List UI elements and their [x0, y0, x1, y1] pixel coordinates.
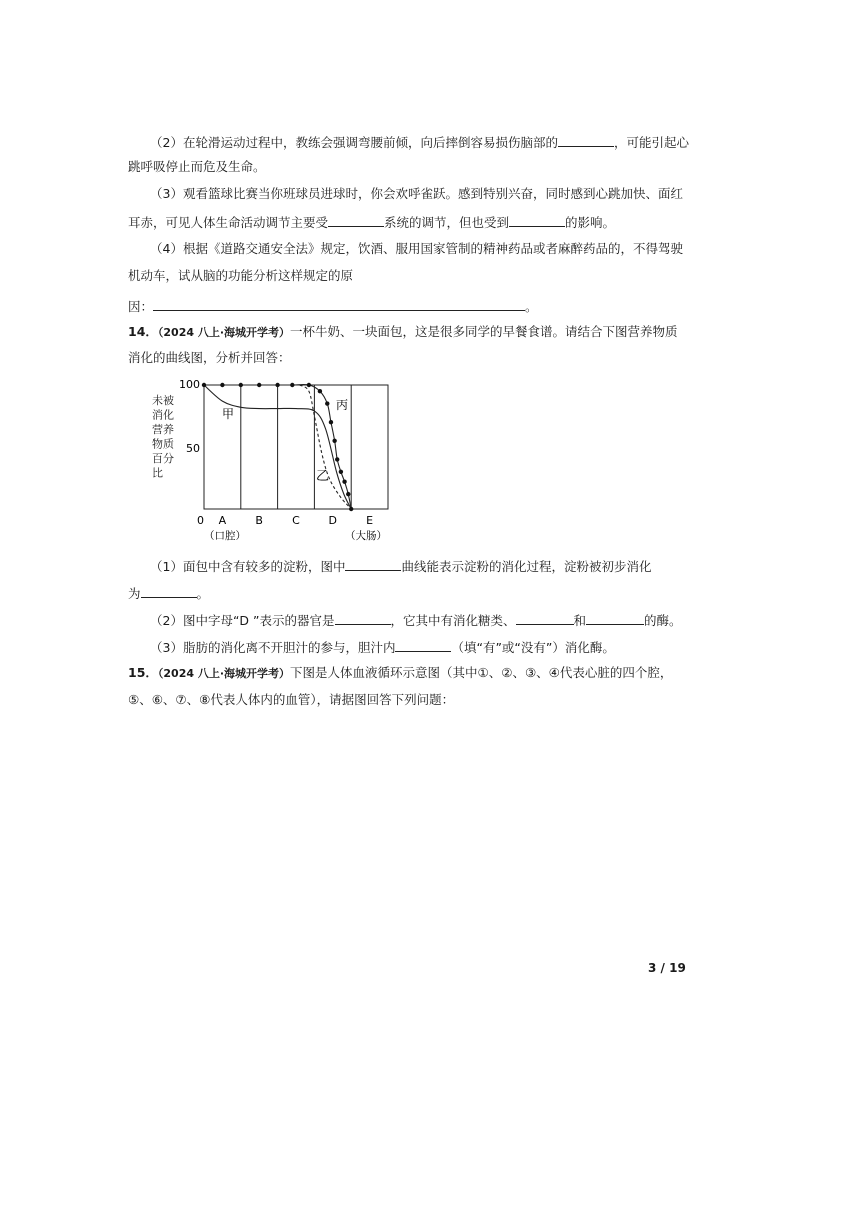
q14-p1-text-d: 。: [196, 586, 210, 601]
q13-p2-line2: [128, 158, 266, 176]
answer-blank[interactable]: [328, 212, 384, 227]
q15-source: （2024 八上·海城开学考）: [157, 667, 291, 680]
q14-number: 14．: [128, 324, 158, 339]
y-axis-label-row: 物质: [152, 437, 174, 451]
y-tick-100: 100: [179, 378, 200, 391]
answer-blank[interactable]: [395, 637, 451, 652]
q14-p2-text-c: 和: [573, 613, 587, 628]
q14-stem-line2: [128, 349, 291, 367]
series-bing-point: [307, 383, 311, 387]
q15-stem-text-a: 下图是人体血液循环示意图（其中①、②、③、④代表心脏的四个腔，: [290, 665, 673, 680]
y-axis-label-row: 营养: [152, 423, 174, 436]
series-label-yi: 乙: [316, 469, 330, 484]
series-bing-point: [220, 383, 224, 387]
answer-blank[interactable]: [141, 583, 197, 598]
q14-p3-text-a: （3）脂肪的消化离不开胆汁的参与，胆汁内: [150, 640, 396, 655]
x-category-label: D: [328, 514, 338, 527]
q14-p1-line1: [150, 556, 651, 576]
answer-blank[interactable]: [558, 132, 614, 147]
q13-p3-text-d: 的影响。: [565, 215, 616, 230]
q13-p2-text-b: ，可能引起心: [613, 135, 689, 150]
y-tick-0: 0: [197, 514, 204, 527]
answer-blank[interactable]: [516, 610, 574, 625]
answer-blank[interactable]: [153, 296, 525, 311]
series-bing-point: [239, 383, 243, 387]
q13-p2-text-a: （2）在轮滑运动过程中，教练会强调弯腰前倾，向后摔倒容易损伤脑部的: [150, 135, 558, 150]
q14-stem-text-a: 一杯牛奶、一块面包，这是很多同学的早餐食谱。请结合下图营养物质: [290, 324, 678, 339]
q13-p2-text-c: 跳呼吸停止而危及生命。: [128, 159, 266, 174]
y-axis-label-row: 比: [152, 466, 163, 480]
q14-p2-line: [150, 610, 682, 630]
q15-stem-line1: [128, 664, 672, 683]
q13-p3-text-b: 耳赤，可见人体生命活动调节主要受: [128, 215, 329, 230]
series-bing-point: [346, 492, 350, 496]
q13-p4-text-b: 机动车，试从脑的功能分析这样规定的原: [128, 268, 354, 283]
q14-p1-text-a: （1）面包中含有较多的淀粉，图中: [150, 559, 346, 574]
q14-p2-text-b: ，它其中有消化糖类、: [390, 613, 516, 628]
series-bing-point: [202, 383, 206, 387]
q13-p4-line1: [150, 240, 683, 258]
q14-p2-text-d: 的酶。: [644, 613, 682, 628]
x-category-labels: [219, 514, 373, 527]
y-axis-label-row: 消化: [152, 408, 174, 422]
q15-number: 15．: [128, 665, 158, 680]
q13-p4-text-a: （4）根据《道路交通安全法》规定，饮酒、服用国家管制的精神药品或者麻醉药品的，不得驾驶: [150, 241, 683, 256]
series-bing-point: [325, 401, 329, 405]
series-bing-point: [332, 439, 336, 443]
q13-p4-line3: [128, 296, 538, 316]
x-category-label: A: [218, 514, 227, 527]
q13-p3-line2: [128, 212, 615, 232]
x-note-e: （大肠）: [345, 530, 387, 542]
q13-p3-text-c: 系统的调节，但也受到: [384, 215, 510, 230]
q14-p1-text-b: 曲线能表示淀粉的消化过程，淀粉被初步消化: [401, 559, 652, 574]
x-category-label: C: [292, 514, 300, 527]
q14-p3-line: [150, 637, 615, 657]
series-bing-point: [349, 507, 353, 511]
series-bing-point: [342, 480, 346, 484]
q14-p3-text-b: （填“有”或“没有”）消化酶。: [451, 640, 615, 655]
q14-source: （2024 八上·海城开学考）: [157, 326, 291, 339]
q13-p4-line2: [128, 267, 353, 285]
series-bing-point: [318, 389, 322, 393]
q14-p1-text-c: 为: [128, 586, 141, 601]
y-axis-label-row: 未被: [152, 394, 174, 407]
q14-p2-text-a: （2）图中字母“D ”表示的器官是: [150, 613, 335, 628]
series-bing-point: [329, 420, 333, 424]
y-axis-label: [152, 393, 174, 480]
q13-p4-text-d: 。: [525, 299, 538, 314]
answer-blank[interactable]: [509, 212, 565, 227]
series-bing-point: [275, 383, 279, 387]
series-label-bing: 丙: [336, 398, 349, 412]
x-category-label: B: [255, 514, 263, 527]
y-tick-50: 50: [186, 442, 200, 455]
x-note-a: （口腔）: [204, 530, 246, 542]
series-bing-point: [339, 470, 343, 474]
q14-stem-text-b: 消化的曲线图，分析并回答：: [128, 350, 291, 365]
page-number: 3 / 19: [648, 961, 686, 975]
q15-stem-text-b: ⑤、⑥、⑦、⑧代表人体内的血管），请据图回答下列问题：: [128, 692, 455, 707]
series-bing-point: [257, 383, 261, 387]
q13-p2-line1: [150, 132, 689, 152]
x-category-label: E: [366, 514, 374, 527]
answer-blank[interactable]: [335, 610, 391, 625]
series-label-jia: 甲: [222, 407, 235, 421]
series-bing-point: [335, 457, 339, 461]
q13-p3-line1: [150, 185, 683, 203]
q13-p4-text-c: 因：: [128, 299, 154, 314]
digestion-chart: [148, 374, 408, 544]
q15-stem-line2: [128, 691, 454, 709]
y-axis-label-row: 百分: [152, 452, 174, 465]
q13-p3-text-a: （3）观看篮球比赛当你班球员进球时，你会欢呼雀跃。感到特别兴奋，同时感到心跳加快、面红: [150, 186, 683, 201]
answer-blank[interactable]: [345, 556, 401, 571]
q14-stem-line1: [128, 323, 678, 342]
answer-blank[interactable]: [586, 610, 644, 625]
series-bing-point: [290, 383, 294, 387]
section-dividers: [241, 385, 351, 509]
q14-p1-line2: [128, 583, 209, 603]
plot-frame: [204, 385, 388, 509]
